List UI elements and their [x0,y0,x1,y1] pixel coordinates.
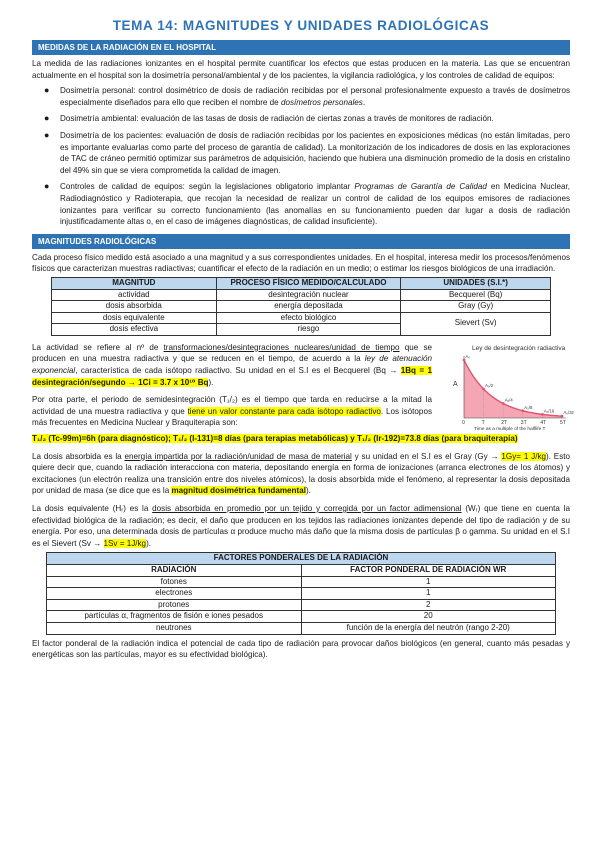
bullet-icon: ● [44,181,50,192]
dosimetry-list [32,85,570,228]
x-tick-label: T [481,419,485,426]
table-cell: 2 [301,599,556,611]
section1-intro: La medida de las radiaciones ionizantes en el hospital permite cuantificar los efectos que estas producen en la materia. Las que se encuentran actualmente en el hospital son la dosimetría personal/ambiental y de los pacientes, la vigilancia radiológica, y los controles de calidad de equipos: [32,59,570,80]
highlight-constante: tiene un valor constante para cada isótopo radiactivo [187,406,381,416]
bullet-icon: ● [44,113,50,124]
decay-point-label: A₀/4 [504,397,513,403]
x-tick-label: 0 [462,419,465,426]
x-tick-label: 3T [520,419,527,426]
factores-table [46,552,556,634]
decay-chart [450,342,574,432]
table-cell: actividad [52,289,217,301]
decay-point-label: A₀/2 [485,382,494,388]
table-row [47,576,556,588]
highlight-fundamental: magnitud dosimétrica fundamental [171,486,306,496]
table-cell: dosis efectiva [52,324,217,336]
table-row [52,289,551,301]
table-cell: 20 [301,611,556,623]
decay-point-label: A₀/8 [524,404,533,410]
isotopes-line [32,433,570,445]
table-row [47,611,556,623]
closing-paragraph: El factor ponderal de la radiación indica el potencial de cada tipo de radiación para provocar daños biológicos (en general, cuanto más pesadas y energéticas son las partículas, mayor es su efectividad biológica). [32,638,570,660]
table-header: MAGNITUD [52,277,217,289]
table-row [47,599,556,611]
section2-intro: Cada proceso físico medido está asociado a una magnitud y a sus correspondientes unidades. En el hospital, interesa medir los procesos/fenómenos físicos que caracterizan muestras radiactivas; cuantificar el efecto de la radiación en un medio; o estimar los riesgos biológicos de una irradiación. [32,252,570,274]
chart-xlabel: Time as a multiple of the halflife T [474,426,546,432]
semidesintegracion-paragraph: Por otra parte, el periodo de semidesintegración (T₁/₂) es el tiempo que tarda en reducirse a la mitad la actividad de una muestra radiactiva y que tiene un valor constante para cada isótopo radiactivo. Los isótopos más frecuentes en Medicina Nuclear y Braquiterapia son: [32,395,432,428]
chart-title: Ley de desintegración radiactiva [472,344,566,352]
table-cell: 1 [301,576,556,588]
table-header: PROCESO FÍSICO MEDIDO/CALCULADO [216,277,401,289]
actividad-paragraph: La actividad se refiere al nº de transformaciones/desintegraciones nucleares/unidad de tiempo que se producen en una muestra radiactiva y que se reducen en el tiempo, de acuerdo a la ley de atenuación exponencial, característica de cada isótopo radiactivo. Su unidad en el S.I es el Becquerel (Bq → 1Bq = 1 desintegración/segundo → 1Ci = 3.7 x 10¹⁰ Bq). [32,342,432,387]
x-tick-label: 4T [540,419,547,426]
highlight-gray: 1Gy= 1 J/kg [501,451,547,461]
magnitudes-table [51,277,551,336]
table-cell: Sievert (Sv) [401,312,551,335]
x-tick-label: 5T [560,419,566,426]
list-item: ● Dosimetría ambiental: evaluación de las tasas de dosis de radiación de ciertas zonas a través de monitores de radiación. [44,113,494,124]
table-header: UNIDADES (S.I.*) [401,277,551,289]
highlight-sievert: 1Sv = 1J/kg [103,538,147,548]
dosis-absorbida-paragraph: La dosis absorbida es la energía impartida por la radiación/unidad de masa de material y su unidad en el S.I es el Gray (Gy → 1Gy= 1 J/kg). Esto quiere decir que, cuando la radiación interacciona con materia, depositando energía en forma de ionizaciones (arranca electrones de los átomos) y excitaciones (un electrón realiza una transición entre dos niveles atómicos), la dosis absorbida mide el fenómeno, al representar la dosis depositada por unidad de masa (se dice que es la magnitud dosimétrica fundamental). [32,451,570,496]
table-cell: 1 [301,588,556,600]
chart-ylabel: A [453,380,458,388]
decay-point-label: A₀/16 [543,408,555,414]
table-cell: energía depositada [216,301,401,313]
decay-point [463,358,466,361]
table-cell: fotones [47,576,302,588]
table-header-row [52,277,551,289]
table-cell: riesgo [216,324,401,336]
list-item: ● Controles de calidad de equipos: según la legislaciones obligatorio implantar Programas de Garantía de Calidad en Medicina Nuclear, Radiodiagnóstico y Radioterapia, que recojan la necesidad de realizar un control de calidad de los equipos emisores de radiaciones ionizantes para verificar su correcto funcionamiento (las anomalías en su funcionamiento pueden dar lugar a dosis de radiación injustificadamente altas o, en el caso de imágenes diagnósticas, de calidad insuficiente). [44,181,570,227]
highlight-isotopes: T₁/₂ (Tc-99m)=6h (para diagnóstico); T₁/₂ (I-131)=8 días (para terapias metabólicas) y T₁/₂ (Ir-192)=73.8 días (para braquiterapia) [32,434,518,444]
section-header-magnitudes: MAGNITUDES RADIOLÓGICAS [32,234,570,249]
actividad-block [32,342,574,432]
table-row [47,622,556,634]
table-row [52,312,551,324]
list-item: ● Dosimetría de los pacientes: evaluación de dosis de radiación recibidas por los pacientes en exposiciones médicas (no están limitadas, pero es importante evaluarlas como parte del proceso de garantía de calidad). La monitorización de los indicadores de dosis en las exploraciones de TAC de cráneo permitió optimizar sus parámetros de adquisición, haciendo que hubiera una disminución promedio de la dosis en cristalino del 49% sin que se viera comprometida la calidad de imagen. [44,129,570,175]
table-cell: efecto biológico [216,312,401,324]
table-caption-row [47,553,556,565]
table-cell: Becquerel (Bq) [401,289,551,301]
bullet-icon: ● [44,85,50,96]
table-cell: neutrones [47,622,302,634]
dosis-equivalente-paragraph: La dosis equivalente (Hᵣ) es la dosis absorbida en promedio por un tejido y corregida por un factor adimensional (Wᵣ) que tiene en cuenta la efectividad biológica de la radiación; es decir, el daño que producen en los tejidos las radiaciones ionizantes depende del tipo de radiación y de su energía. Por eso, una determinada dosis de partículas α produce mucho más daño que la misma dosis de partículas β o gamma. Su unidad en el S.I es el Sievert (Sv → 1Sv = 1J/kg). [32,504,570,548]
table-cell: dosis absorbida [52,301,217,313]
table-cell: partículas α, fragmentos de fisión e iones pesados [47,611,302,623]
table-row [52,301,551,313]
table-header: FACTOR PONDERAL DE RADIACIÓN WR [301,564,556,576]
highlight-becquerel: 1Bq = 1 desintegración/segundo → 1Ci = 3.7 x 10¹⁰ Bq [32,366,432,387]
table-header: RADIACIÓN [47,564,302,576]
table-header-row [47,564,556,576]
table-cell: función de la energía del neutrón (rango 2-20) [301,622,556,634]
decay-point-label: A₀ [465,353,471,359]
section-header-medidas: MEDIDAS DE LA RADIACIÓN EN EL HOSPITAL [32,40,570,55]
page-title: TEMA 14: MAGNITUDES Y UNIDADES RADIOLÓGICAS [112,18,490,33]
table-cell: electrones [47,588,302,600]
decay-point-label: A₀/32 [563,410,574,416]
document-page [32,18,574,661]
table-row [47,588,556,600]
bullet-icon: ● [44,129,50,140]
table-cell: desintegración nuclear [216,289,401,301]
table-cell: dosis equivalente [52,312,217,324]
table-cell: Gray (Gy) [401,301,551,313]
table-cell: protones [47,599,302,611]
x-tick-label: 2T [501,419,508,426]
table-caption: FACTORES PONDERALES DE LA RADIACIÓN [47,553,556,565]
list-item: ● Dosimetría personal: control dosimétrico de dosis de radiación recibidas por el personal profesionalmente expuesto a través de dosímetros especialmente diseñados para ello que reciben el nombre de dosímetros personales. [44,85,570,107]
